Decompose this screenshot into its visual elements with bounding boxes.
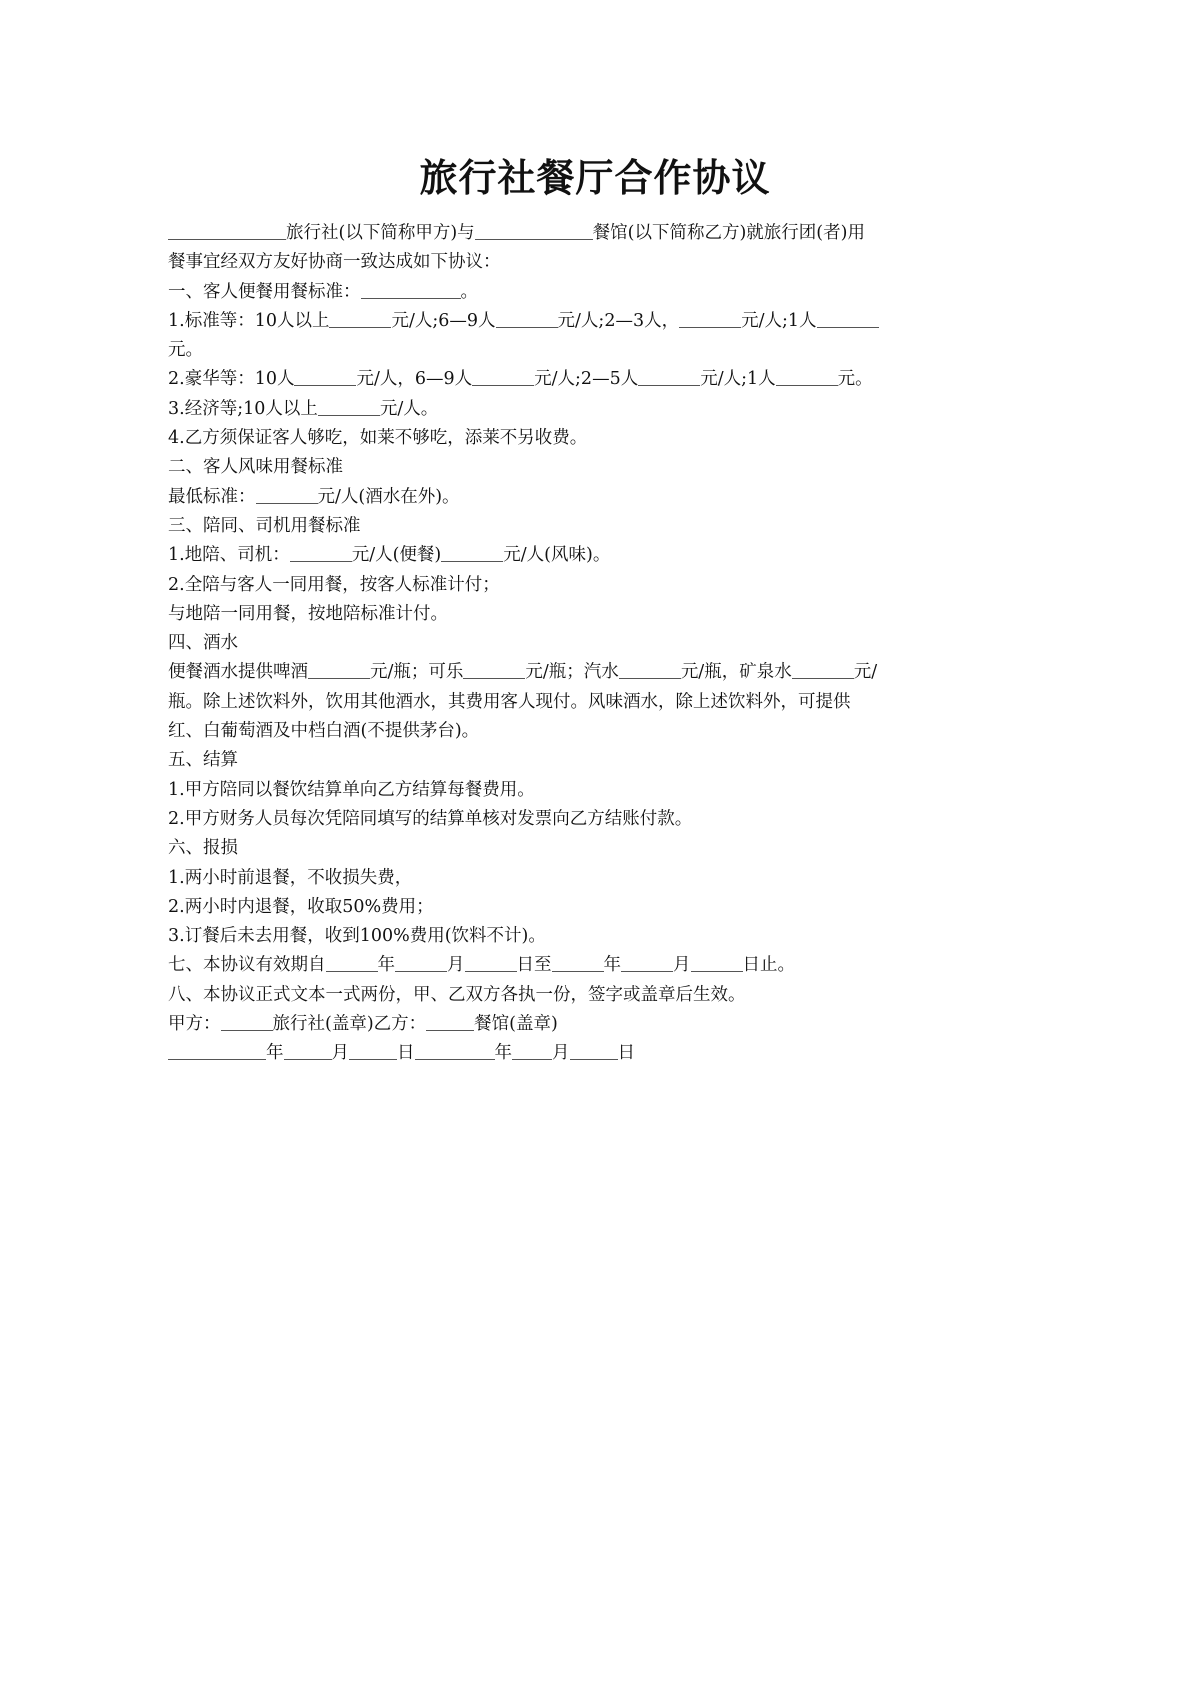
document-body [168,219,1028,1069]
fill-in-blank[interactable] [552,953,604,972]
line-text: 日止。 [742,955,795,976]
document-line [168,834,1028,863]
line-text: 元/人;2—3人， [557,310,680,331]
line-text: 四、酒水 [168,633,238,654]
line-text: 瓶。除上述饮料外，饮用其他酒水，其费用客人现付。风味酒水，除上述饮料外，可提供 [168,691,851,712]
fill-in-blank[interactable] [776,367,838,386]
line-text: 1.地陪、司机： [168,545,290,566]
fill-in-blank[interactable] [290,543,352,562]
line-text: 元/瓶，矿泉水 [680,662,792,683]
line-text: 元/瓶；可乐 [370,662,464,683]
document-line [168,307,1028,336]
document-line [168,395,1028,424]
line-text: 2.两小时内退餐，收取50%费用； [168,896,434,917]
fill-in-blank[interactable] [475,221,593,240]
line-text: 月 [552,1043,570,1064]
line-text: 日至 [516,955,552,976]
line-text: 便餐酒水提供啤酒 [168,662,308,683]
fill-in-blank[interactable] [472,367,534,386]
line-text: 年 [603,955,621,976]
fill-in-blank[interactable] [361,280,461,299]
line-text: 红、白葡萄酒及中档白酒(不提供茅台)。 [168,721,480,742]
line-text: 餐事宜经双方友好协商一致达成如下协议： [168,252,501,273]
line-text: 元/人;6—9人 [391,310,496,331]
fill-in-blank[interactable] [256,485,318,504]
line-text: 。 [460,281,478,302]
line-text: 七、本协议有效期自 [168,955,326,976]
fill-in-blank[interactable] [496,309,558,328]
line-text: 五、结算 [168,750,238,771]
line-text: 元/人，6—9人 [356,369,473,390]
fill-in-blank[interactable] [441,543,503,562]
line-text: 月 [673,955,691,976]
fill-in-blank[interactable] [512,1041,552,1060]
fill-in-blank[interactable] [318,397,380,416]
document-line [168,219,1028,248]
document-line [168,864,1028,893]
document-line [168,1039,1028,1068]
line-text: 甲方： [168,1014,221,1035]
fill-in-blank[interactable] [792,660,854,679]
line-text: 3.经济等;10人以上 [168,398,318,419]
line-text: 旅行社(盖章)乙方： [272,1014,427,1035]
line-text: 最低标准： [168,486,256,507]
document-line [168,951,1028,980]
document-line [168,629,1028,658]
fill-in-blank[interactable] [463,660,525,679]
fill-in-blank[interactable] [570,1041,618,1060]
line-text: 4.乙方须保证客人够吃，如莱不够吃，添莱不另收费。 [168,428,588,449]
fill-in-blank[interactable] [329,309,391,328]
line-text: 元/人(便餐) [351,545,442,566]
fill-in-blank[interactable] [308,660,370,679]
document-line [168,512,1028,541]
document-line [168,981,1028,1010]
document-line [168,571,1028,600]
line-text: 年 [266,1043,284,1064]
document-line [168,336,1028,365]
fill-in-blank[interactable] [619,660,681,679]
fill-in-blank[interactable] [638,367,700,386]
document-line [168,278,1028,307]
line-text: 元/人;1人 [741,310,817,331]
fill-in-blank[interactable] [817,309,879,328]
document-line [168,805,1028,834]
line-text: 元。 [168,340,203,361]
document-line [168,717,1028,746]
line-text: 2.甲方财务人员每次凭陪同填写的结算单核对发票向乙方结账付款。 [168,808,693,829]
fill-in-blank[interactable] [294,367,356,386]
line-text: 1.甲方陪同以餐饮结算单向乙方结算每餐费用。 [168,779,535,800]
document-line [168,424,1028,453]
line-text: 元/人(风味)。 [503,545,611,566]
line-text: 八、本协议正式文本一式两份，甲、乙双方各执一份，签字或盖章后生效。 [168,984,746,1005]
line-text: 月 [331,1043,349,1064]
document-line [168,365,1028,394]
line-text: 旅行社(以下简称甲方)与 [286,223,475,243]
fill-in-blank[interactable] [395,953,447,972]
document-line [168,893,1028,922]
line-text: 与地陪一同用餐，按地陪标准计付。 [168,603,448,624]
line-text: 日 [617,1043,635,1064]
line-text: 餐馆(盖章) [474,1014,558,1035]
line-text: 三、陪同、司机用餐标准 [168,515,361,536]
document-line [168,776,1028,805]
document-line [168,688,1028,717]
line-text: 元/人;2—5人 [534,369,639,390]
line-text: 年 [494,1043,512,1064]
document-line [168,1010,1028,1039]
line-text: 二、客人风味用餐标准 [168,457,343,478]
fill-in-blank[interactable] [679,309,741,328]
document-line [168,248,1028,277]
line-text: 元/人。 [379,398,439,419]
line-text: 2.全陪与客人一同用餐，按客人标准计付； [168,574,500,595]
line-text: 元/瓶；汽水 [525,662,619,683]
line-text: 3.订餐后未去用餐，收到100%费用(饮料不计)。 [168,926,546,947]
document-line [168,658,1028,687]
line-text: 六、报损 [168,838,238,859]
fill-in-blank[interactable] [168,221,286,240]
line-text: 1.两小时前退餐，不收损失费， [168,867,413,888]
fill-in-blank[interactable] [691,953,743,972]
line-text: 餐馆(以下简称乙方)就旅行团(者)用 [592,223,865,243]
document-line [168,600,1028,629]
document-line [168,541,1028,570]
line-text: 1.标准等：10人以上 [168,310,330,331]
line-text: 元/人(酒水在外)。 [317,486,460,507]
line-text: 年 [377,955,395,976]
line-text: 元/人;1人 [700,369,776,390]
fill-in-blank[interactable] [465,953,517,972]
fill-in-blank[interactable] [326,953,378,972]
line-text: 日 [397,1043,415,1064]
line-text: 元/ [853,662,878,683]
fill-in-blank[interactable] [415,1041,495,1060]
fill-in-blank[interactable] [426,1012,474,1031]
line-text: 一、客人便餐用餐标准： [168,281,361,302]
line-text: 2.豪华等：10人 [168,369,295,390]
fill-in-blank[interactable] [284,1041,332,1060]
document-line [168,922,1028,951]
line-text: 元。 [837,369,873,390]
document-line [168,746,1028,775]
fill-in-blank[interactable] [349,1041,397,1060]
document-line [168,483,1028,512]
document-line [168,453,1028,482]
fill-in-blank[interactable] [221,1012,273,1031]
document-title: 旅行社餐厅合作协议 [419,156,771,200]
fill-in-blank[interactable] [168,1041,266,1060]
fill-in-blank[interactable] [621,953,673,972]
line-text: 月 [447,955,465,976]
